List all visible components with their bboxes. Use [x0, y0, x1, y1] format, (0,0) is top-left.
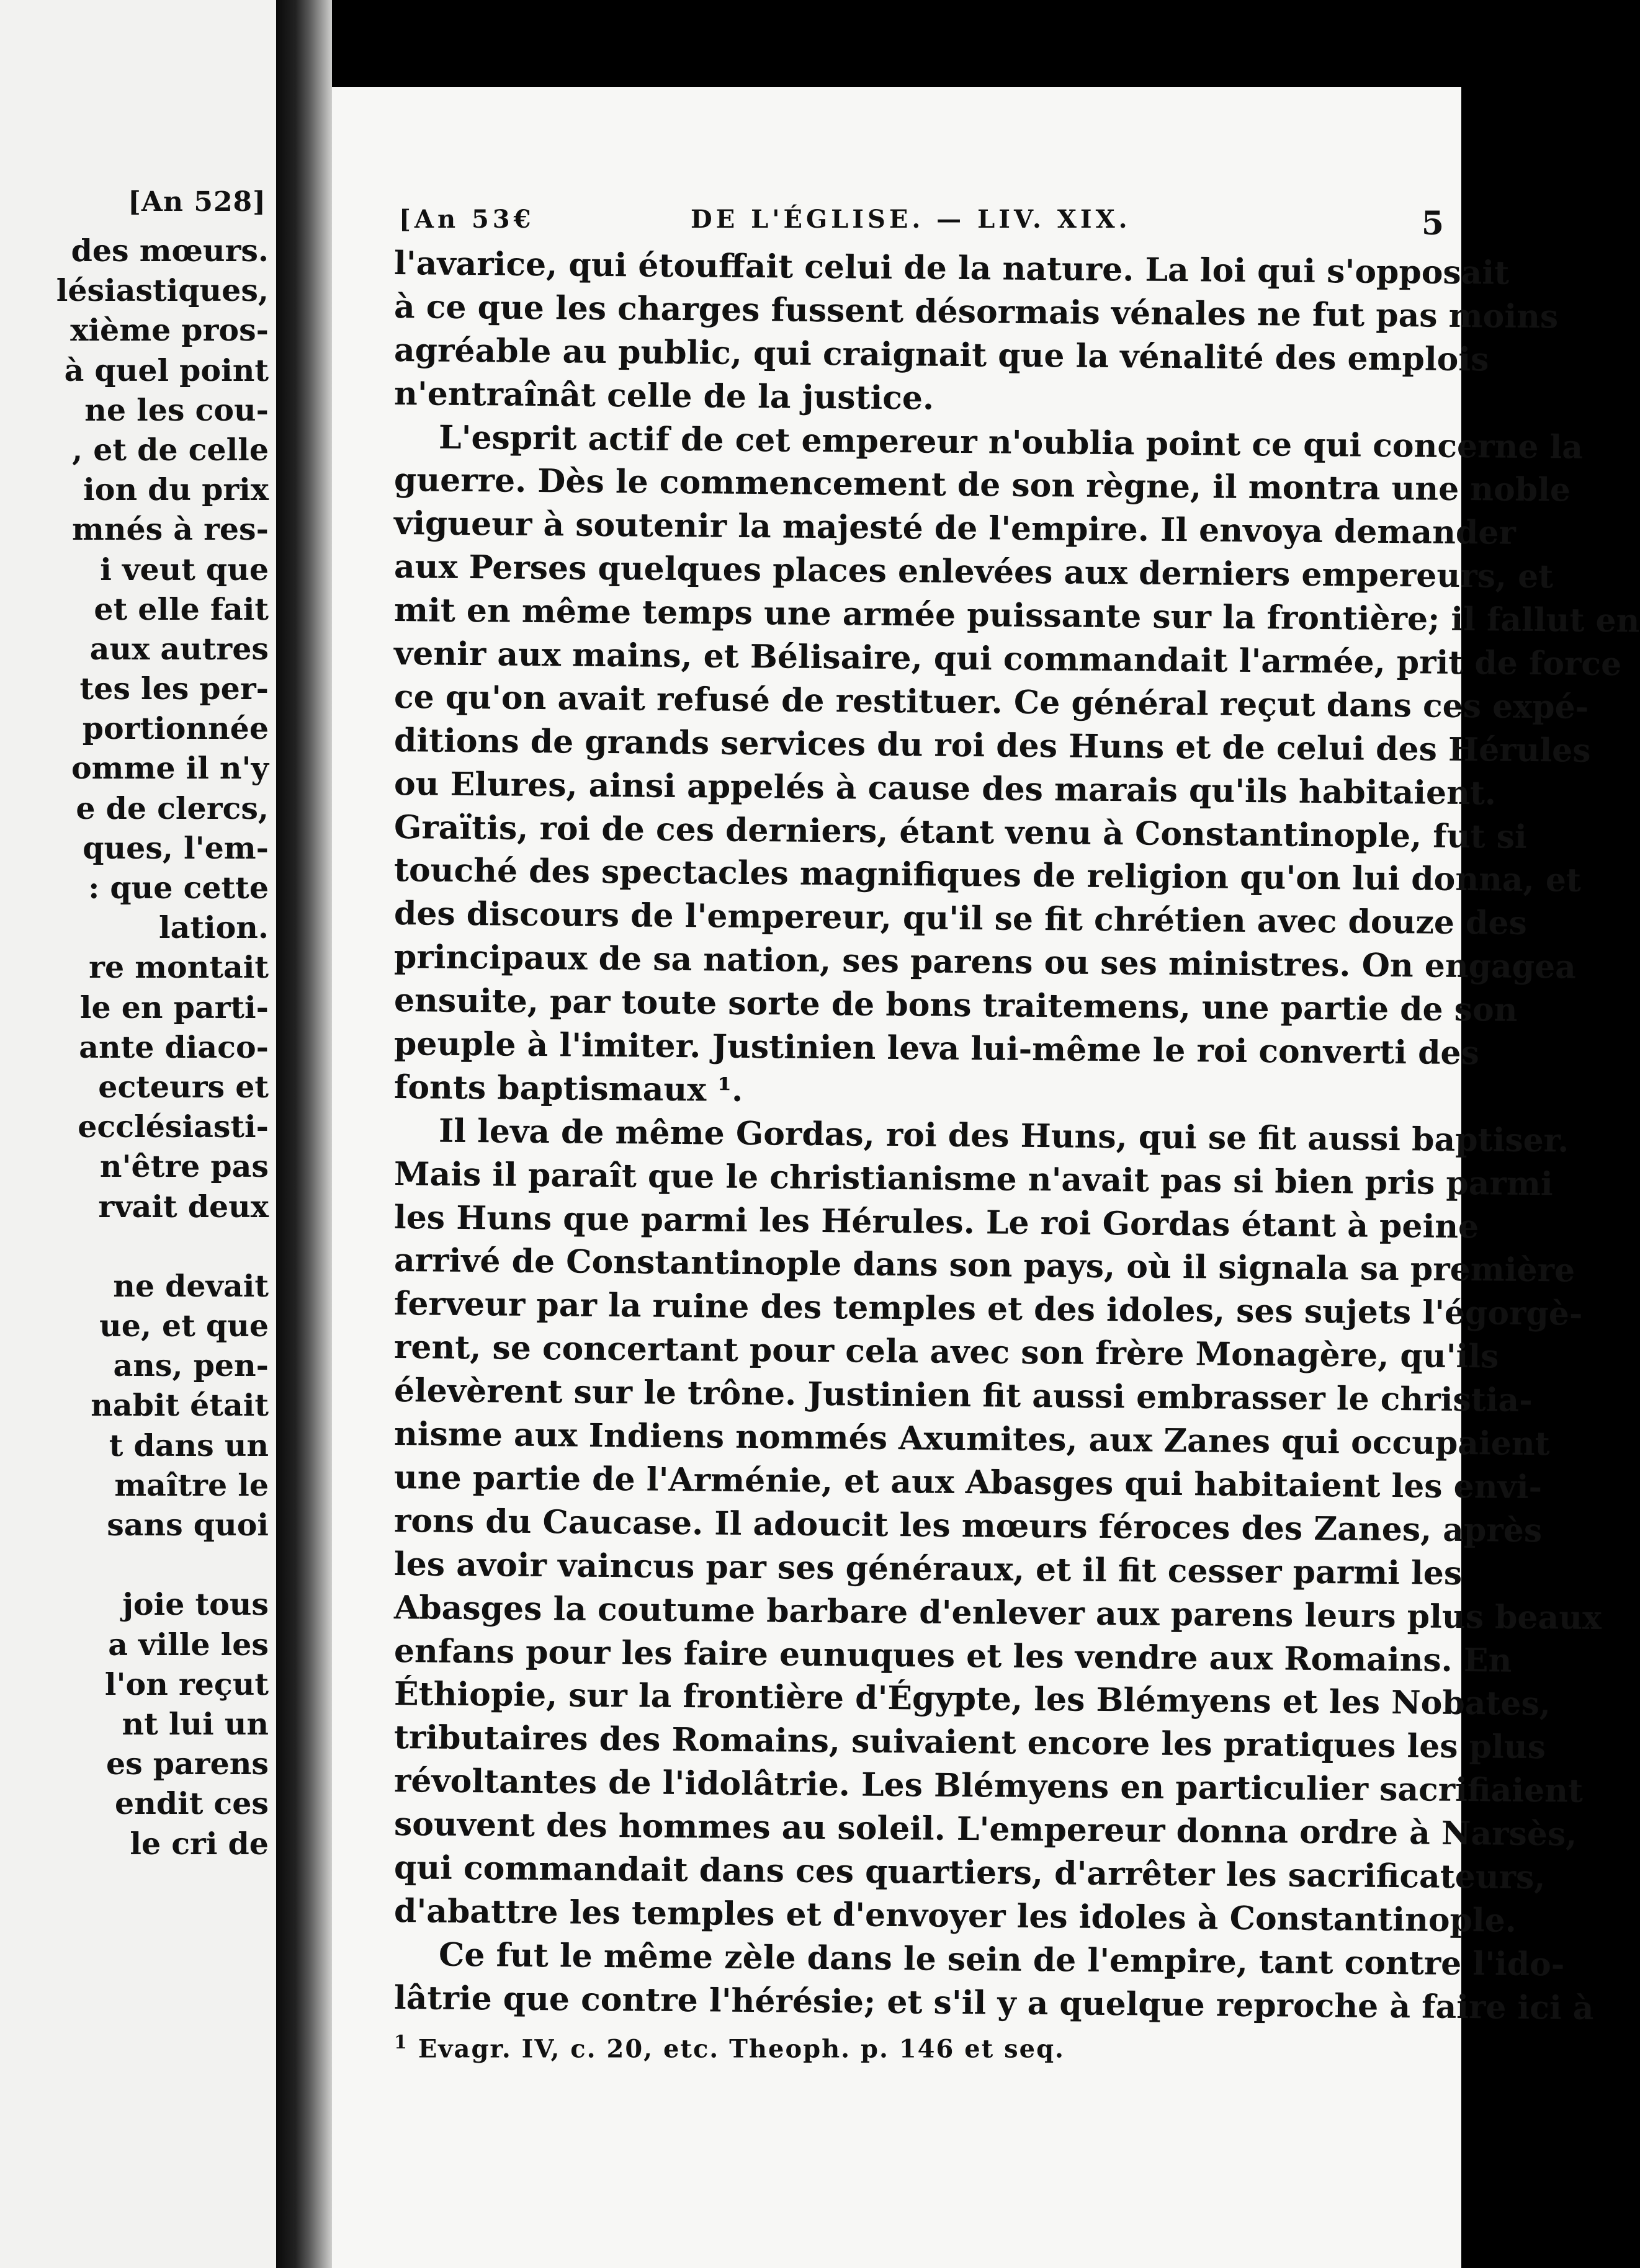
text-line: les avoir vaincus par ses généraux, et il fit cesser parmi les: [393, 1545, 1463, 1592]
left-page-line: n'être pas: [99, 1148, 269, 1185]
left-page-line: et elle fait: [94, 591, 269, 627]
left-page-line: : que cette: [88, 870, 269, 906]
footnote-text: Evagr. IV, c. 20, etc. Theoph. p. 146 et seq.: [418, 2034, 1065, 2064]
text-line: ce qu'on avait refusé de restituer. Ce général reçut dans ces expé-: [393, 677, 1589, 726]
left-page-line: ques, l'em-: [83, 829, 269, 866]
text-line: Graïtis, roi de ces derniers, étant venu à Constantinople, fut si: [393, 808, 1527, 856]
left-page-line: aux autres: [89, 630, 269, 667]
text-line: nisme aux Indiens nommés Axumites, aux Zanes qui occupaient: [393, 1415, 1550, 1463]
left-page-line: portionnée: [82, 710, 269, 747]
left-page-line: ans, pen-: [113, 1347, 269, 1384]
left-page-line: ue, et que: [99, 1308, 269, 1344]
previous-page-fragment: [0, 0, 276, 2268]
left-page-line: nabit était: [91, 1387, 269, 1424]
text-line: les Huns que parmi les Hérules. Le roi Gordas étant à peine: [393, 1198, 1479, 1246]
left-page-line: re montait: [89, 949, 269, 986]
left-page-line: i veut que: [100, 551, 269, 587]
left-page-line: omme il n'y: [71, 750, 269, 787]
left-page-line: [0, 1226, 269, 1266]
text-line: Mais il paraît que le christianisme n'avait pas si bien pris parmi: [393, 1154, 1553, 1203]
text-line: mit en même temps une armée puissante sur la frontière; il fallut en: [393, 591, 1640, 640]
left-page-line: le en parti-: [79, 989, 269, 1025]
left-page-line: t dans un: [109, 1427, 269, 1463]
text-line: ensuite, par toute sorte de bons traitemens, une partie de son: [393, 981, 1518, 1029]
text-line: élevèrent sur le trône. Justinien fit aussi embrasser le christia-: [393, 1372, 1533, 1420]
text-line: enfans pour les faire eunuques et les vendre aux Romains. En: [393, 1632, 1512, 1680]
left-page-line: a ville les: [108, 1626, 269, 1663]
left-page-line: l'on reçut: [104, 1666, 269, 1702]
left-page-line: xième pros-: [70, 312, 269, 349]
left-page-line: maître le: [114, 1467, 269, 1503]
text-line: venir aux mains, et Bélisaire, qui commandait l'armée, prit de force: [393, 635, 1622, 684]
text-line: l'avarice, qui étouffait celui de la nature. La loi qui s'opposait: [393, 244, 1510, 292]
text-line: principaux de sa nation, ses parens ou ses ministres. On engagea: [393, 938, 1577, 986]
text-line: à ce que les charges fussent désormais vénales ne fut pas moins: [393, 287, 1559, 336]
page-number: 5: [1421, 205, 1448, 243]
left-page-line: nt lui un: [122, 1705, 269, 1742]
left-page-line: endit ces: [115, 1785, 269, 1822]
text-line: vigueur à soutenir la majesté de l'empire. Il envoya demander: [393, 504, 1517, 553]
text-line: agréable au public, qui craignait que la vénalité des emplois: [393, 331, 1489, 379]
text-line: fonts baptismaux ¹.: [393, 1068, 743, 1109]
footnote-number: 1: [394, 2032, 408, 2053]
body-text: [393, 242, 1640, 2027]
current-page: [332, 87, 1640, 2268]
text-line: ou Elures, ainsi appelés à cause des marais qu'ils habitaient.: [393, 764, 1497, 813]
left-page-line: es parens: [105, 1746, 269, 1782]
text-line: d'abattre les temples et d'envoyer les idoles à Constantinople.: [393, 1891, 1517, 1940]
running-head-title: DE L'ÉGLISE. — LIV. XIX.: [691, 205, 1131, 234]
text-line: tributaires des Romains, suivaient encore les pratiques les plus: [393, 1718, 1546, 1767]
left-page-line: , et de celle: [72, 431, 269, 468]
left-page-line: lation.: [159, 909, 269, 946]
footnote: [394, 2032, 1065, 2063]
left-page-line: à quel point: [64, 352, 269, 388]
text-line: arrivé de Constantinople dans son pays, où il signala sa première: [393, 1241, 1575, 1290]
text-line: des discours de l'empereur, qu'il se fit chrétien avec douze des: [393, 895, 1528, 943]
left-page-line: ion du prix: [83, 471, 269, 508]
left-running-head: [An 528]: [128, 186, 266, 218]
text-line: Il leva de même Gordas, roi des Huns, qui se fit aussi baptiser.: [438, 1112, 1569, 1160]
text-line: Abasges la coutume barbare d'enlever aux parens leurs plus beaux: [393, 1588, 1602, 1637]
left-page-line: ecteurs et: [98, 1068, 269, 1105]
left-page-text: [0, 231, 269, 1864]
running-head-year: [An 53€: [399, 205, 535, 234]
left-page-line: le cri de: [130, 1825, 269, 1862]
text-line: souvent des hommes au soleil. L'empereur donna ordre à Narsès,: [393, 1805, 1577, 1854]
left-page-line: des mœurs.: [71, 233, 269, 269]
text-line: aux Perses quelques places enlevées aux derniers empereurs, et: [393, 548, 1554, 596]
left-page-line: rvait deux: [98, 1188, 269, 1225]
book-gutter: [276, 0, 332, 2268]
left-page-line: tes les per-: [79, 671, 269, 707]
left-page-line: [0, 1545, 269, 1584]
text-line: guerre. Dès le commencement de son règne, il montra une noble: [393, 461, 1571, 509]
left-page-line: sans quoi: [107, 1507, 269, 1543]
left-page-line: ecclésiasti-: [78, 1109, 269, 1145]
left-page-line: lésiastiques,: [56, 272, 269, 309]
text-line: une partie de l'Arménie, et aux Abasges qui habitaient les envi-: [393, 1458, 1543, 1507]
text-line: Ce fut le même zèle dans le sein de l'empire, tant contre l'ido-: [438, 1935, 1565, 1984]
text-line: lâtrie que contre l'hérésie; et s'il y a quelque reproche à faire ici à: [393, 1978, 1594, 2027]
text-line: rent, se concertant pour cela avec son frère Monagère, qu'ils: [393, 1328, 1499, 1376]
text-line: révoltantes de l'idolâtrie. Les Blémyens en particulier sacrifiaient: [393, 1762, 1584, 1810]
left-page-line: joie tous: [122, 1586, 269, 1623]
text-line: ditions de grands services du roi des Huns et de celui des Hérules: [393, 721, 1591, 770]
running-head: [399, 205, 1448, 242]
text-line: qui commandait dans ces quartiers, d'arrêter les sacrificateurs,: [393, 1848, 1546, 1897]
left-page-line: ne les cou-: [84, 391, 269, 428]
text-line: ferveur par la ruine des temples et des idoles, ses sujets l'égorgè-: [393, 1285, 1583, 1334]
left-page-line: mnés à res-: [71, 511, 269, 548]
left-page-line: ne devait: [113, 1267, 269, 1304]
left-page-line: e de clercs,: [76, 790, 269, 826]
text-line: L'esprit actif de cet empereur n'oublia point ce qui concerne la: [438, 418, 1584, 467]
text-line: peuple à l'imiter. Justinien leva lui-même le roi converti des: [393, 1025, 1480, 1073]
text-line: n'entraînât celle de la justice.: [393, 374, 934, 417]
text-line: touché des spectacles magnifiques de religion qu'on lui donna, et: [393, 851, 1582, 900]
text-line: Éthiopie, sur la frontière d'Égypte, les Blémyens et les Nobates,: [393, 1675, 1551, 1723]
text-line: rons du Caucase. Il adoucit les mœurs féroces des Zanes, après: [393, 1501, 1543, 1550]
left-page-line: ante diaco-: [79, 1029, 269, 1065]
